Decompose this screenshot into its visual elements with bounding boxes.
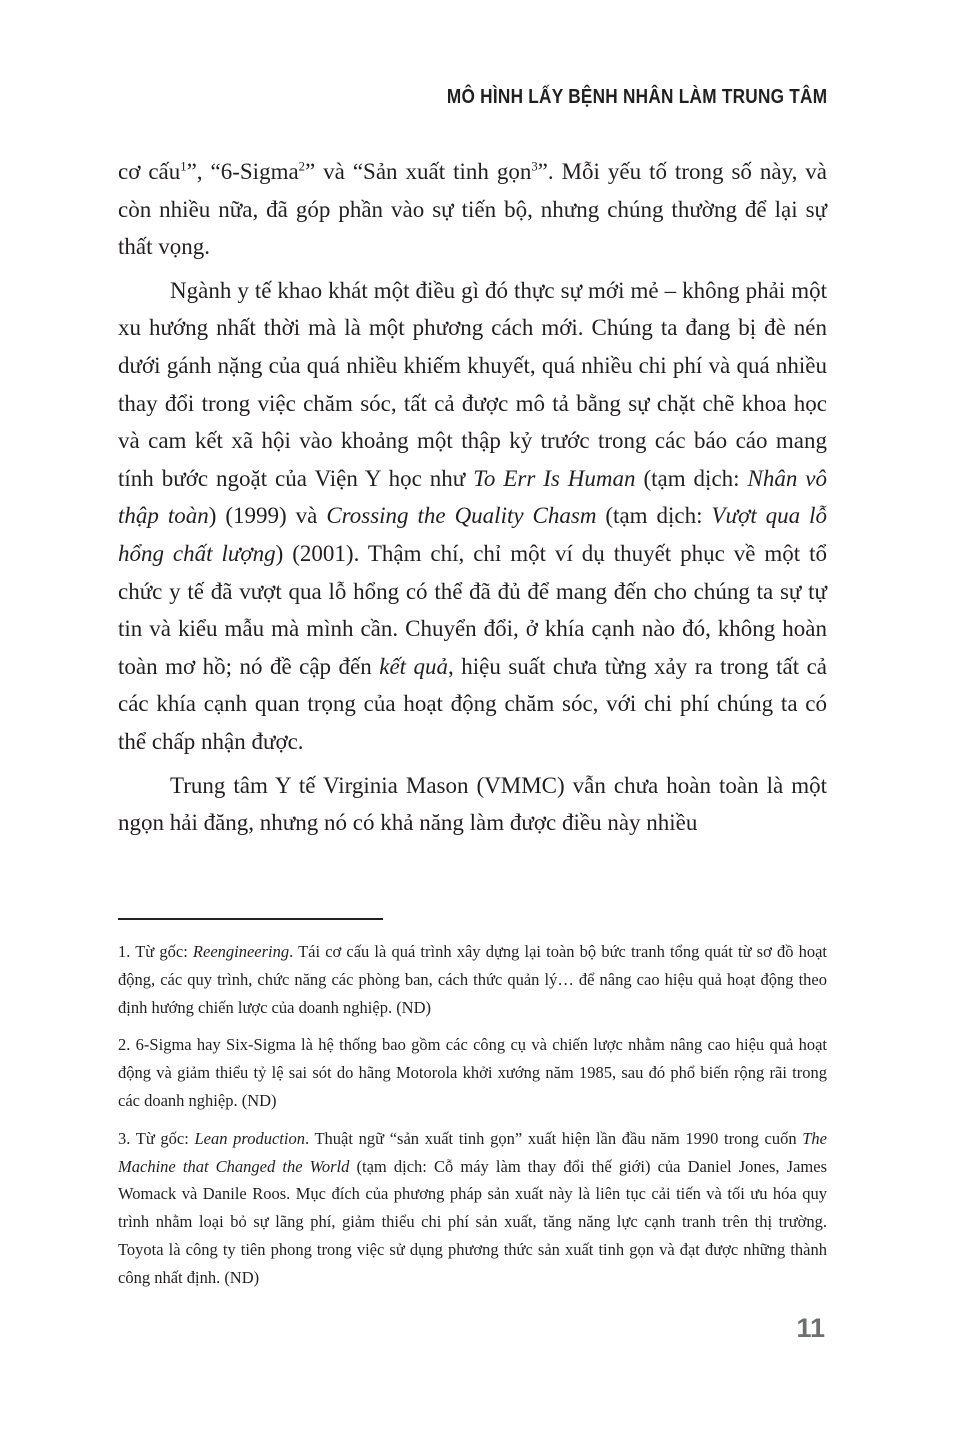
footnote-3	[118, 1125, 827, 1292]
p1-text-3: ” và “Sản xuất tinh gọn	[305, 159, 532, 184]
fn3-text-1: 3. Từ gốc:	[118, 1128, 195, 1148]
running-header: MÔ HÌNH LẤY BỆNH NHÂN LÀM TRUNG TÂM	[446, 86, 827, 108]
footnote-separator	[118, 918, 383, 920]
p2-text-3: ) (1999) và	[208, 503, 327, 529]
p1-text-1: cơ cấu	[118, 159, 181, 184]
paragraph-3	[118, 767, 827, 842]
p2-text-4: (tạm dịch:	[596, 503, 712, 529]
fn3-text-3: (tạm dịch: Cỗ máy làm thay đổi thế giới) của Daniel Jones, James Womack và Danile Roos. Mục đích của phương pháp sản xuất này là liên tục cải tiến và tối ưu hóa quy trình nhằm loại bỏ sự lãng phí, giảm thiểu chi phí sản xuất, tăng năng lực cạnh tranh trên thị trường. Toyota là công ty tiên phong trong việc sử dụng phương thức sản xuất tinh gọn và đạt được những thành công nhất định. (ND)	[118, 1156, 827, 1287]
p2-italic-3: Crossing the Quality Chasm	[326, 503, 597, 529]
p2-italic-4: Vượt qua lỗ hổng chất lượng	[118, 503, 828, 566]
footnote-ref-2[interactable]: 2	[298, 159, 305, 174]
p2-text-1: Ngành y tế khao khát một điều gì đó thực sự mới mẻ – không phải một xu hướng nhất thời mà là một phương cách mới. Chúng ta đang bị đè nén dưới gánh nặng của quá nhiều khiếm khuyết, quá nhiều chi phí và quá nhiều thay đổi trong việc chăm sóc, tất cả được mô tả bằng sự chặt chẽ khoa học và cam kết xã hội vào khoảng một thập kỷ trước trong các báo cáo mang tính bước ngoặt của Viện Y học như	[118, 277, 827, 491]
footnotes	[118, 938, 827, 1302]
fn3-italic-1: Lean production	[194, 1128, 305, 1148]
fn1-italic-1: Reengineering	[192, 942, 290, 961]
p2-text-2: (tạm dịch:	[635, 465, 748, 491]
p2-italic-2: Nhân vô thập toàn	[118, 465, 827, 529]
p3-text-1: Trung tâm Y tế Virginia Mason (VMMC) vẫn chưa hoàn toàn là một ngọn hải đăng, nhưng nó có khả năng làm được điều này nhiều	[118, 772, 827, 836]
paragraph-1	[118, 153, 827, 266]
footnote-1	[118, 938, 827, 1021]
fn2-text-1: 2. 6-Sigma hay Six-Sigma là hệ thống bao gồm các công cụ và chiến lược nhằm nâng cao hiệu quả hoạt động và giảm thiểu tỷ lệ sai sót do hãng Motorola khởi xướng năm 1985, sau đó phổ biến rộng rãi trong các doanh nghiệp. (ND)	[118, 1035, 827, 1110]
p1-text-4: ”. Mỗi yếu tố trong số này, và còn nhiều nữa, đã góp phần vào sự tiến bộ, nhưng chúng thường để lại sự thất vọng.	[118, 159, 828, 260]
p1-text-2: ”, “6-Sigma	[186, 159, 299, 184]
p2-italic-1: To Err Is Human	[473, 465, 636, 491]
fn3-text-2: . Thuật ngữ “sản xuất tinh gọn” xuất hiện lần đầu năm 1990 trong cuốn	[304, 1128, 803, 1148]
body-text	[118, 153, 827, 848]
p2-text-6: , hiệu suất chưa từng xảy ra trong tất cả các khía cạnh quan trọng của hoạt động chăm sóc, với chi phí chúng ta có thể chấp nhận được.	[118, 653, 828, 754]
page-number: 11	[796, 1313, 825, 1343]
fn1-text-2: . Tái cơ cấu là quá trình xây dựng lại toàn bộ bức tranh tổng quát từ sơ đồ hoạt động, các quy trình, chức năng các phòng ban, cách thức quản lý… để nâng cao hiệu quả hoạt động theo định hướng chiến lược của doanh nghiệp. (ND)	[118, 942, 828, 1017]
paragraph-2	[118, 272, 827, 761]
p2-italic-5: kết quả	[379, 653, 449, 679]
footnote-ref-3[interactable]: 3	[531, 159, 538, 174]
footnote-ref-1[interactable]: 1	[180, 159, 187, 174]
fn1-text-1: 1. Từ gốc:	[118, 942, 193, 961]
p2-text-5: ) (2001). Thậm chí, chỉ một ví dụ thuyết phục về một tổ chức y tế đã vượt qua lỗ hổng có thể đã đủ để mang đến cho chúng ta sự tự tin và kiểu mẫu mà mình cần. Chuyển đổi, ở khía cạnh nào đó, không hoàn toàn mơ hồ; nó đề cập đến	[118, 540, 827, 679]
fn3-italic-2: The Machine that Changed the World	[118, 1128, 827, 1176]
footnote-2	[118, 1031, 827, 1114]
